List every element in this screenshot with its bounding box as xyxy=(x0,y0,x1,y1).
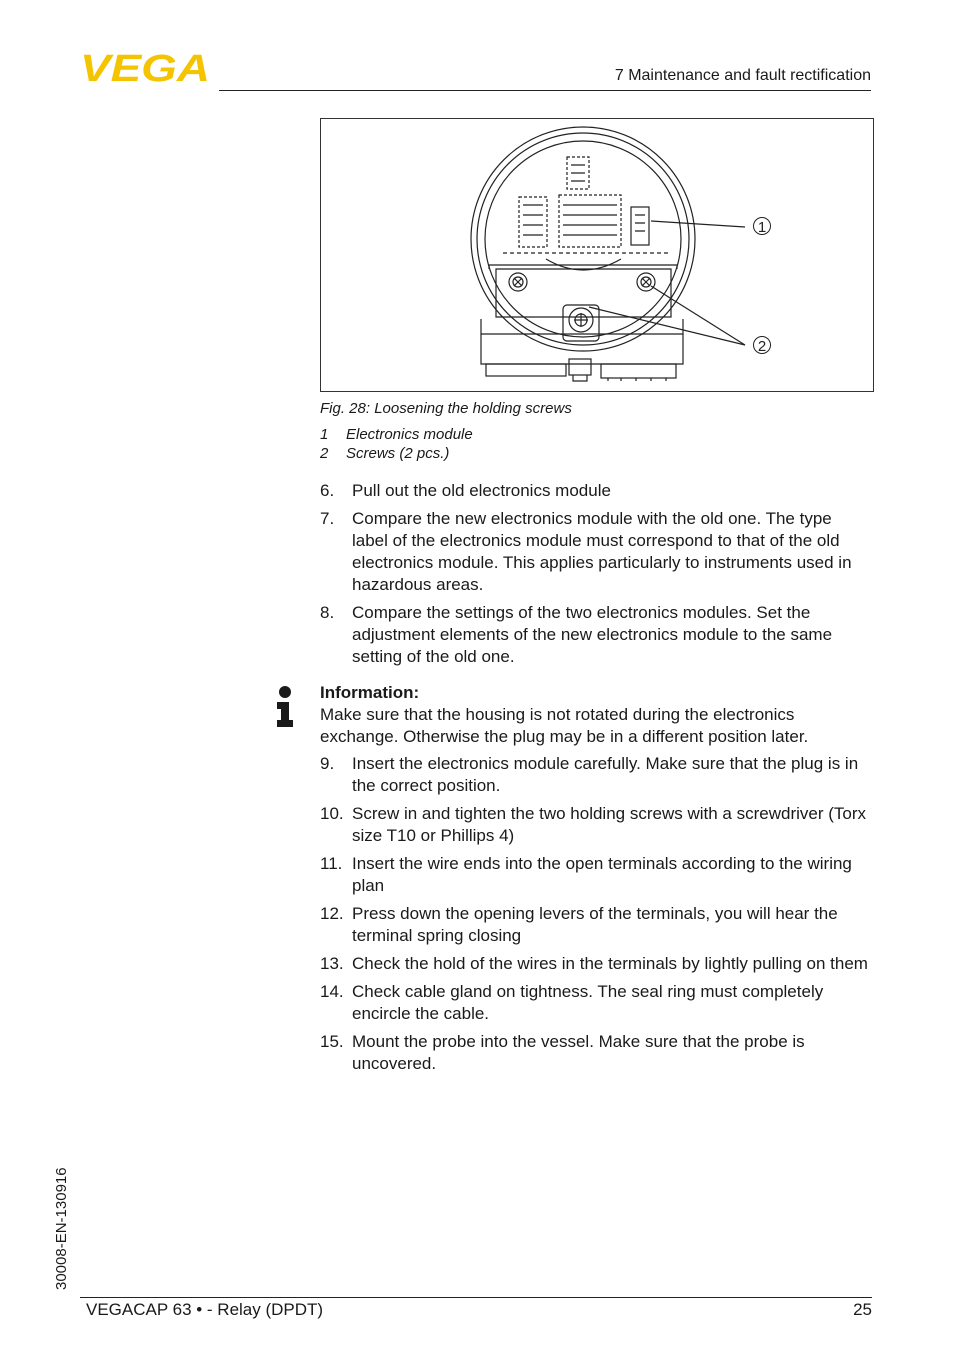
step-number: 7. xyxy=(320,509,335,528)
step-text: Compare the settings of the two electronics modules. Set the adjustment elements of the new electronics module to the same setting of the old one. xyxy=(352,603,833,666)
step-item xyxy=(320,853,872,897)
legend-text: Screws (2 pcs.) xyxy=(346,445,450,462)
step-number: 9. xyxy=(320,754,335,773)
steps-list-a xyxy=(320,480,872,674)
step-item xyxy=(320,803,872,847)
step-item xyxy=(320,903,872,947)
footer-product: VEGACAP 63 • - Relay (DPDT) xyxy=(86,1300,324,1319)
vega-logo-text: VEGA xyxy=(80,50,210,84)
page-number: 25 xyxy=(853,1300,872,1319)
legend-item xyxy=(320,444,473,463)
header-rule xyxy=(219,90,871,91)
step-item xyxy=(320,1031,872,1075)
step-number: 14. xyxy=(320,982,344,1001)
step-text: Press down the opening levers of the terminals, you will hear the terminal spring closing xyxy=(352,904,838,945)
step-number: 15. xyxy=(320,1032,344,1051)
vega-logo xyxy=(80,50,212,84)
step-number: 8. xyxy=(320,603,335,622)
step-text: Pull out the old electronics module xyxy=(352,481,611,500)
step-number: 11. xyxy=(320,854,343,873)
step-number: 12. xyxy=(320,904,344,923)
document-code: 30008-EN-130916 xyxy=(53,1167,70,1290)
information-title: Information: xyxy=(320,683,420,702)
callout-1-label: 1 xyxy=(757,219,767,236)
step-text: Compare the new electronics module with the old one. The type label of the electronics module must correspond to that of the old electronics module. This applies particularly to instruments used in hazardous areas. xyxy=(352,509,852,594)
information-body: Make sure that the housing is not rotated during the electronics exchange. Otherwise the plug may be in a different position later. xyxy=(320,705,809,746)
footer-rule xyxy=(80,1297,872,1298)
info-icon xyxy=(274,686,296,728)
step-item xyxy=(320,480,872,502)
figure-caption: Fig. 28: Loosening the holding screws xyxy=(320,400,572,417)
information-note xyxy=(320,682,872,748)
step-text: Check the hold of the wires in the terminals by lightly pulling on them xyxy=(352,954,868,973)
callout-2-label: 2 xyxy=(757,338,767,355)
step-item xyxy=(320,508,872,596)
step-text: Screw in and tighten the two holding screws with a screwdriver (Torx size T10 or Phillips 4) xyxy=(352,804,866,845)
step-text: Check cable gland on tightness. The seal ring must completely encircle the cable. xyxy=(352,982,824,1023)
step-item xyxy=(320,981,872,1025)
step-item xyxy=(320,602,872,668)
step-text: Mount the probe into the vessel. Make sure that the probe is uncovered. xyxy=(352,1032,805,1073)
legend-number: 2 xyxy=(320,445,329,462)
step-number: 10. xyxy=(320,804,344,823)
legend-number: 1 xyxy=(320,426,329,443)
step-number: 13. xyxy=(320,954,344,973)
legend-text: Electronics module xyxy=(346,426,473,443)
legend-item xyxy=(320,425,473,444)
step-item xyxy=(320,953,872,975)
step-number: 6. xyxy=(320,481,335,500)
housing-drawing xyxy=(321,119,873,391)
step-text: Insert the electronics module carefully. Make sure that the plug is in the correct position. xyxy=(352,754,859,795)
step-item xyxy=(320,753,872,797)
figure-legend xyxy=(320,425,473,463)
steps-list-b xyxy=(320,753,872,1081)
figure-frame xyxy=(320,118,874,392)
step-text: Insert the wire ends into the open terminals according to the wiring plan xyxy=(352,854,852,895)
header-section-title: 7 Maintenance and fault rectification xyxy=(614,67,871,84)
